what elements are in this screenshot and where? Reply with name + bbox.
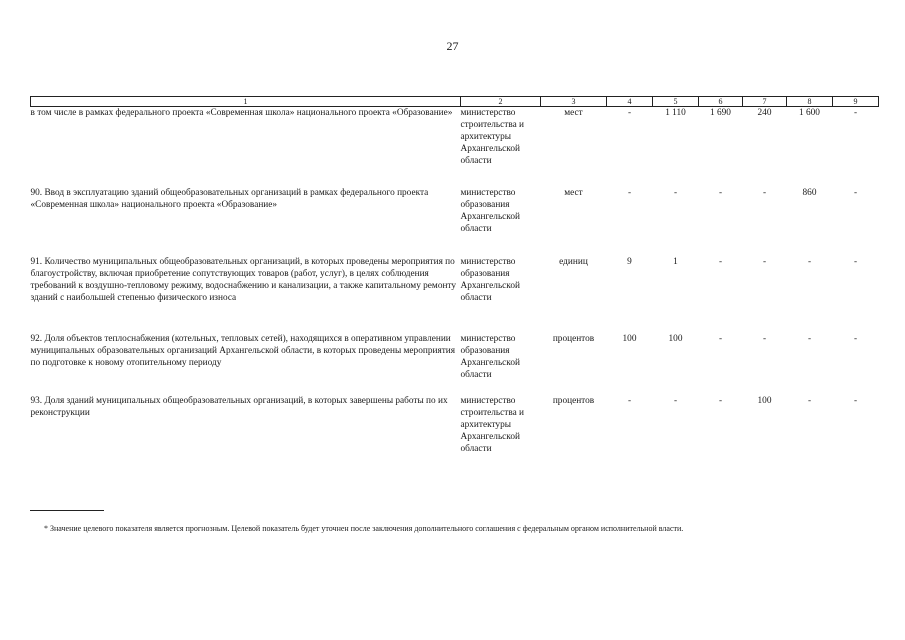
indicator-name: 92. Доля объектов теплоснабжения (котельных, тепловых сетей), находящихся в оперативном управлении муниципальных образовательных организаций Архангельской области, в которых проведены мероприятия по подготовке к новому отопительному периоду — [30, 333, 456, 368]
value-cell: - — [627, 395, 632, 406]
executor: министерство образования Архангельской области — [460, 187, 520, 234]
indicators-table — [30, 96, 879, 459]
executor: министерство образования Архангельской области — [460, 256, 520, 303]
value-cell: - — [627, 187, 632, 198]
table-row — [31, 187, 879, 256]
column-header: 4 — [607, 97, 653, 107]
executor: министерство строительства и архитектуры Архангельской области — [460, 395, 525, 454]
table-row — [31, 256, 879, 333]
unit: мест — [564, 187, 583, 198]
table-row — [31, 107, 879, 187]
value-cell: - — [718, 333, 723, 344]
value-cell: - — [718, 187, 723, 198]
value-cell: 1 600 — [799, 108, 820, 118]
value-cell: 240 — [757, 108, 772, 118]
table-row — [31, 333, 879, 395]
value-cell: 100 — [668, 333, 683, 344]
executor: министерство строительства и архитектуры Архангельской области — [460, 108, 525, 166]
indicator-name: 91. Количество муниципальных общеобразовательных организаций, в которых проведены мероприятия по благоустройству, включая приобретение сопутствующих товаров (работ, услуг), в целях соблюдения требований к воздушно-тепловому режиму, водоснабжению и канализации, а также капитальному ремонту зданий с наибольшей степенью физического износа — [30, 256, 457, 303]
value-cell: - — [762, 256, 767, 267]
value-cell: - — [718, 256, 723, 267]
unit: процентов — [552, 395, 595, 406]
value-cell: 1 690 — [710, 108, 731, 118]
column-header: 7 — [743, 97, 787, 107]
column-header: 8 — [787, 97, 833, 107]
indicator-name: 90. Ввод в эксплуатацию зданий общеобразовательных организаций в рамках федерального проекта «Современная школа» национального проекта «Образование» — [30, 187, 429, 210]
value-cell: 100 — [622, 333, 637, 344]
value-cell: - — [853, 333, 858, 344]
value-cell: - — [853, 395, 858, 406]
value-cell: - — [762, 187, 767, 198]
indicator-name: в том числе в рамках федерального проекта «Современная школа» национального проекта «Образование» — [30, 108, 453, 118]
column-header: 2 — [461, 97, 541, 107]
column-number-row — [31, 97, 879, 107]
value-cell: - — [762, 333, 767, 344]
value-cell: 1 110 — [665, 108, 686, 118]
value-cell: - — [807, 256, 812, 267]
column-header: 3 — [541, 97, 607, 107]
table-row — [31, 395, 879, 459]
value-cell: - — [853, 108, 858, 118]
footnote: * Значение целевого показателя является прогнозным. Целевой показатель будет уточнен после заключения дополнительного соглашения с федеральным органом исполнительной власти. — [44, 524, 684, 533]
value-cell: - — [718, 395, 723, 406]
value-cell: - — [807, 395, 812, 406]
column-header: 6 — [699, 97, 743, 107]
value-cell: - — [853, 187, 858, 198]
value-cell: - — [807, 333, 812, 344]
unit: мест — [564, 108, 583, 118]
value-cell: - — [853, 256, 858, 267]
indicator-name: 93. Доля зданий муниципальных общеобразовательных организаций, в которых завершены работы по их реконструкции — [30, 395, 448, 418]
executor: министерство образования Архангельской области — [460, 333, 520, 380]
value-cell: - — [673, 395, 678, 406]
column-header: 5 — [653, 97, 699, 107]
value-cell: 9 — [627, 256, 632, 267]
value-cell: - — [673, 187, 678, 198]
value-cell: - — [627, 108, 632, 118]
value-cell: 860 — [802, 187, 817, 198]
value-cell: 1 — [673, 256, 678, 267]
column-header: 1 — [31, 97, 461, 107]
footnote-separator — [30, 510, 104, 511]
page-number: 27 — [446, 39, 459, 53]
unit: процентов — [552, 333, 595, 344]
unit: единиц — [559, 256, 588, 267]
value-cell: 100 — [757, 395, 772, 406]
column-header: 9 — [833, 97, 879, 107]
